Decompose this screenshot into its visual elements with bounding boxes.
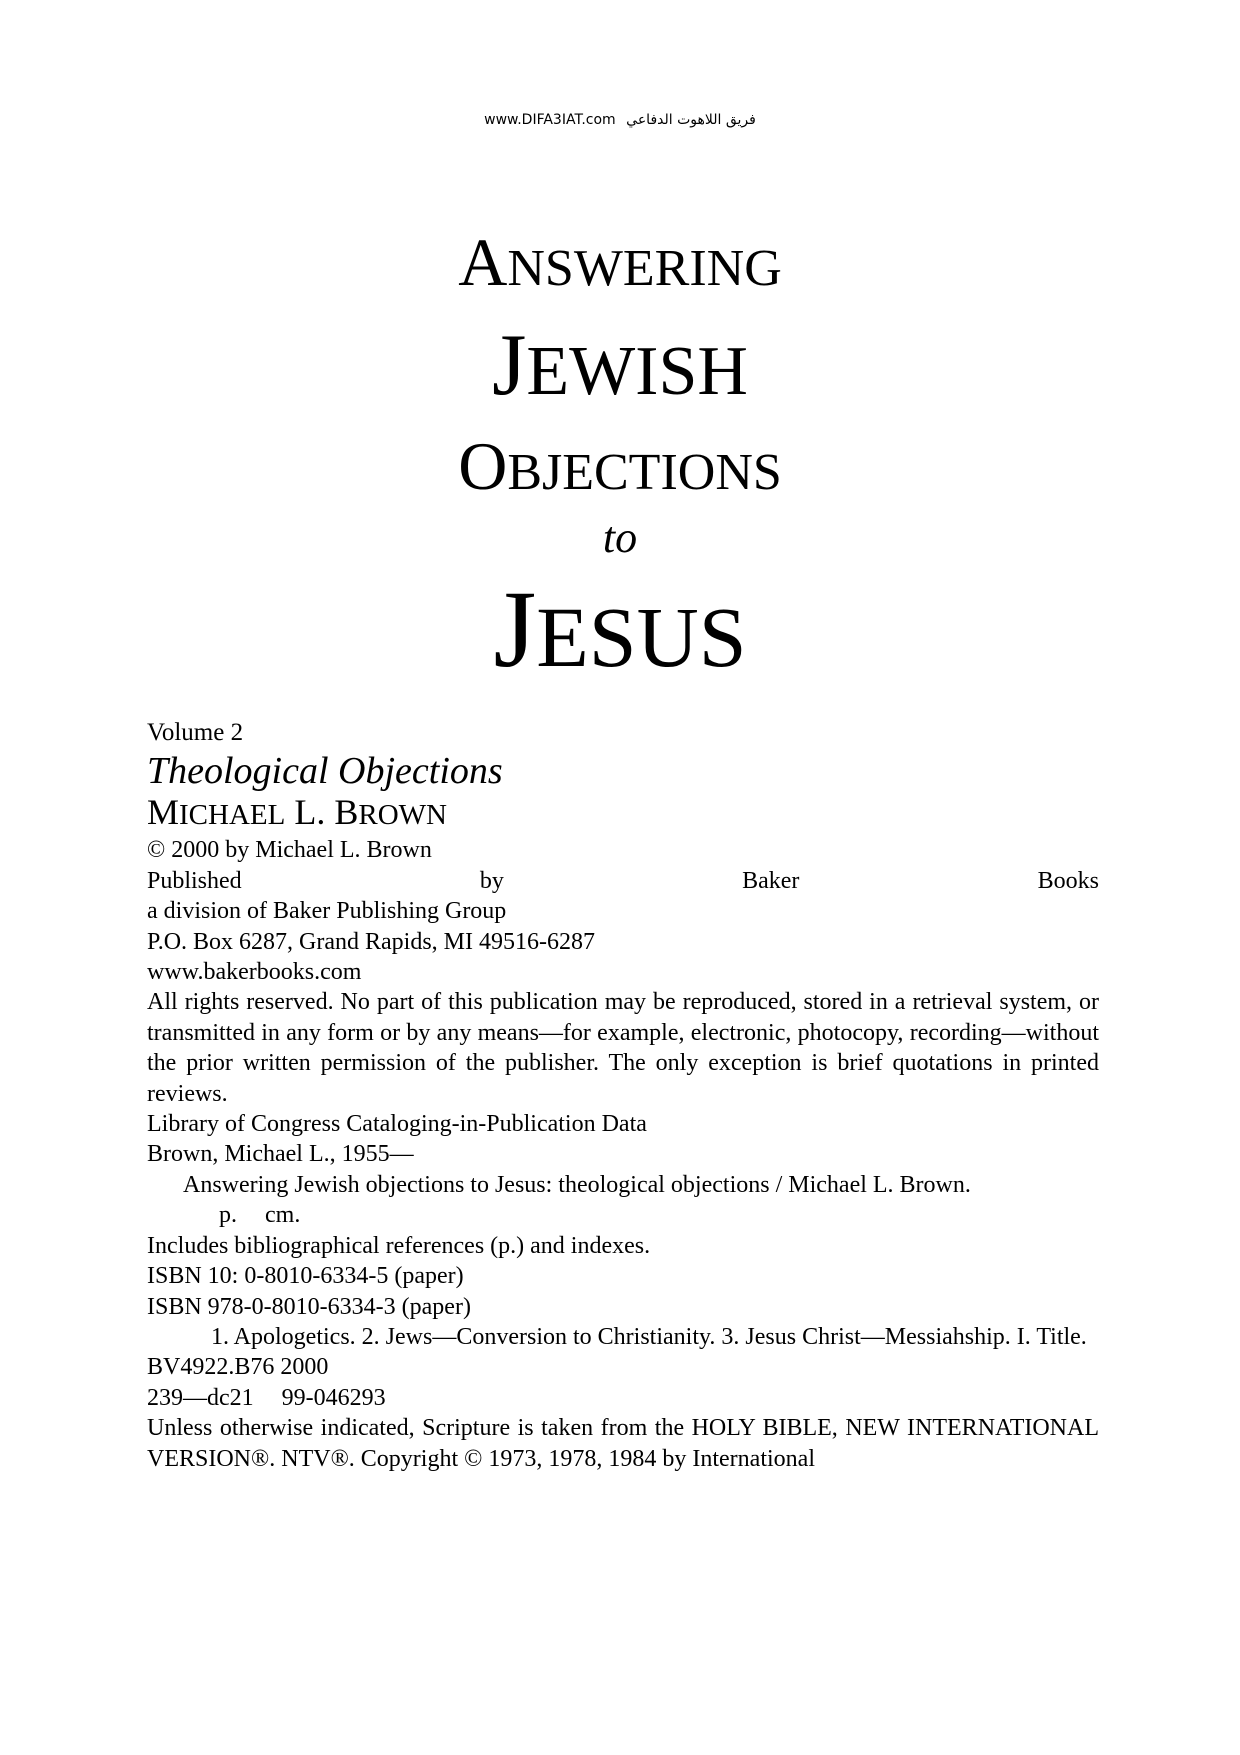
cip-heading: Library of Congress Cataloging-in-Publication Data — [147, 1111, 647, 1138]
title-line-objections: OBJECTIONS — [458, 428, 782, 504]
volume-label: Volume 2 — [147, 719, 244, 746]
publisher-line: Published by Baker Books — [147, 867, 1099, 894]
watermark-arabic: فريق اللاهوت الدفاعي — [626, 112, 756, 128]
title-line-to: to — [602, 513, 638, 562]
author-name: MICHAEL L. BROWN — [147, 792, 447, 833]
cip-isbn10: ISBN 10: 0-8010-6334-5 (paper) — [147, 1263, 464, 1290]
cip-author-entry: Brown, Michael L., 1955— — [147, 1141, 414, 1168]
scripture-notice: Unless otherwise indicated, Scripture is taken from the HOLY BIBLE, NEW INTERNATIONAL VERSION®. NTV®. Copyright © 1973, 1978, 1984 by International — [147, 1415, 1099, 1472]
title-line-answering: ANSWERING — [458, 224, 782, 300]
watermark-header — [0, 112, 1240, 128]
watermark-url: www.DIFA3IAT.com — [484, 112, 616, 128]
cip-dewey-lccn: 239—dc21 99-046293 — [147, 1384, 386, 1411]
cip-title-entry: Answering Jewish objections to Jesus: theological objections / Michael L. Brown. — [183, 1171, 971, 1198]
title-line-jesus: JESUS — [493, 568, 747, 690]
publisher-website: www.bakerbooks.com — [147, 959, 362, 986]
copyright-line: © 2000 by Michael L. Brown — [147, 837, 432, 864]
cip-call-number: BV4922.B76 2000 — [147, 1354, 329, 1381]
cip-bibliography: Includes bibliographical references (p.) and indexes. — [147, 1232, 651, 1259]
copyright-page-body — [147, 718, 1099, 1474]
cip-physical: p. cm. — [219, 1202, 301, 1229]
subtitle: Theological Objections — [147, 750, 503, 793]
publisher-address: P.O. Box 6287, Grand Rapids, MI 49516-6287 — [147, 928, 595, 955]
rights-notice: All rights reserved. No part of this publication may be reproduced, stored in a retrieval system, or transmitted in any form or by any means—for example, electronic, photocopy, recording—without the prior written permission of the publisher. The only exception is brief quotations in printed reviews. — [147, 989, 1099, 1107]
title-line-jewish: JEWISH — [492, 317, 748, 414]
book-title — [0, 224, 1240, 690]
publisher-division: a division of Baker Publishing Group — [147, 898, 507, 925]
cip-isbn13: ISBN 978-0-8010-6334-3 (paper) — [147, 1293, 471, 1320]
cip-subjects: 1. Apologetics. 2. Jews—Conversion to Christianity. 3. Jesus Christ—Messiahship. I. Title. — [211, 1323, 1087, 1350]
